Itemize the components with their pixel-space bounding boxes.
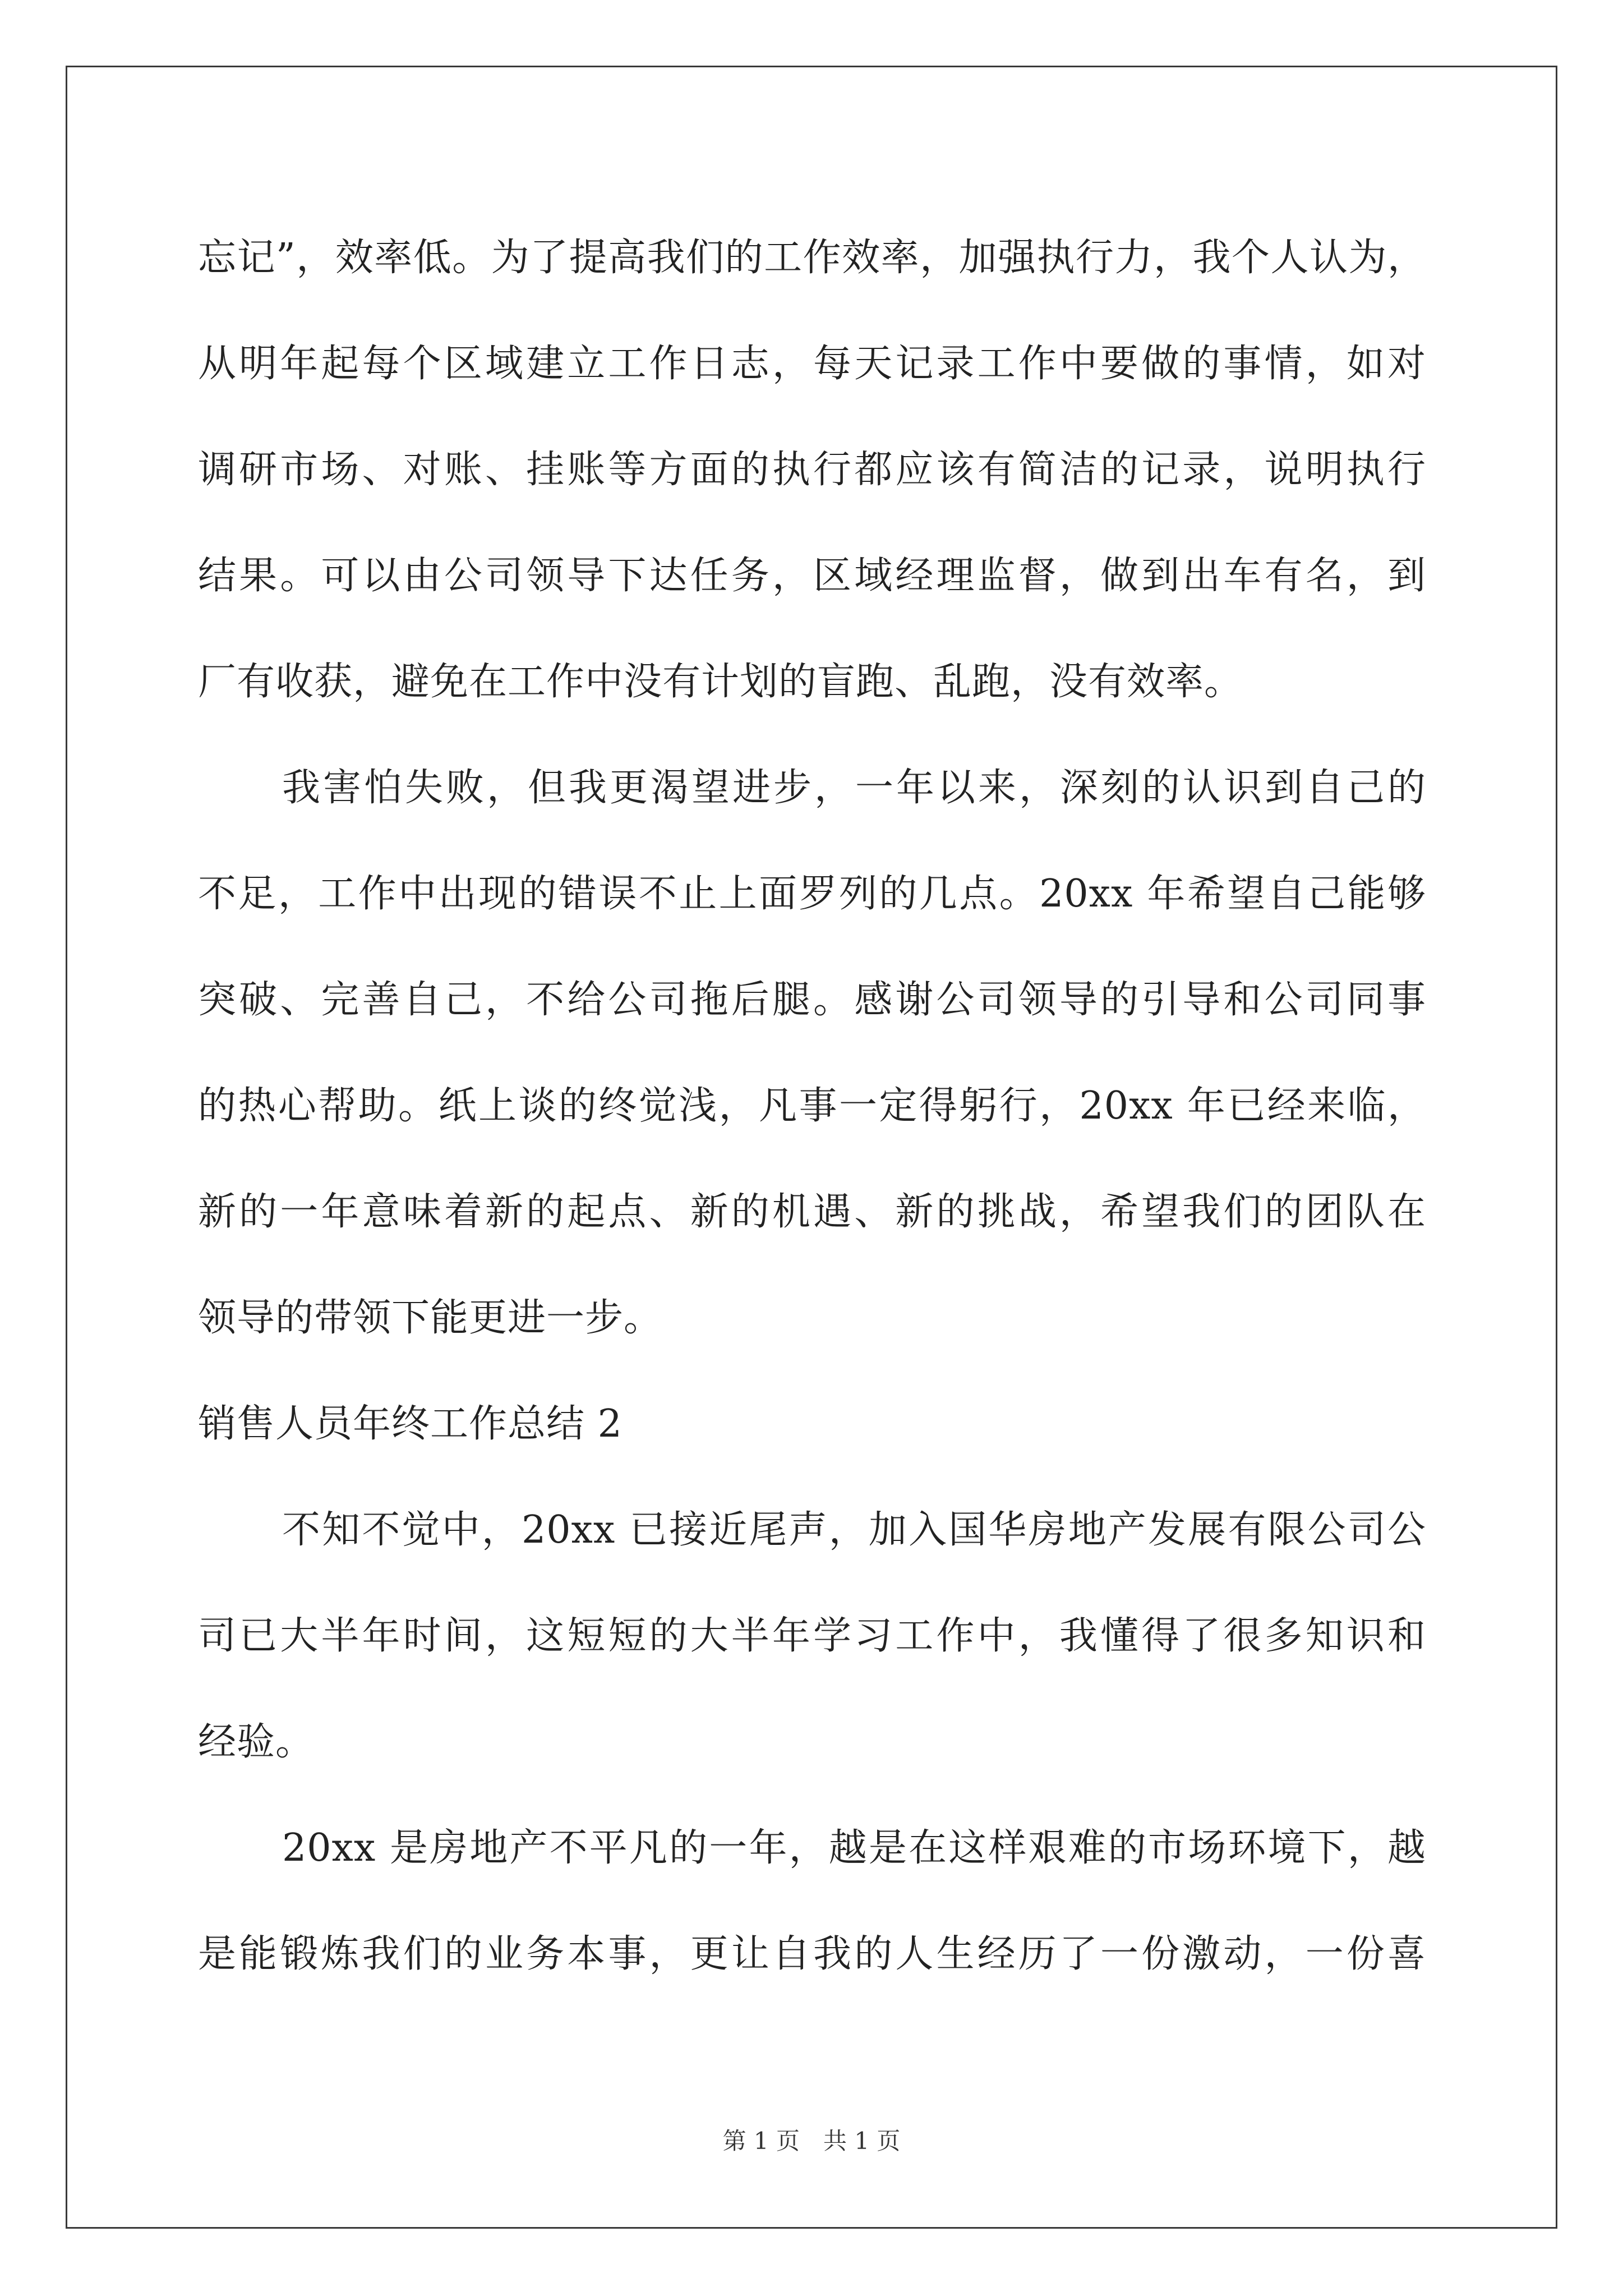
paragraph-line: 不足，工作中出现的错误不止上面罗列的几点。20xx 年希望自己能够 — [198, 872, 1426, 916]
paragraph-line: 20xx 是房地产不平凡的一年，越是在这样艰难的市场环境下，越 — [282, 1826, 1426, 1870]
page-footer: 第 1 页 共 1 页 — [722, 2127, 901, 2155]
paragraph-line: 的热心帮助。纸上谈的终觉浅，凡事一定得躬行，20xx 年已经来临， — [198, 1084, 1426, 1128]
paragraph-line: 新的一年意味着新的起点、新的机遇、新的挑战，希望我们的团队在 — [198, 1190, 1426, 1234]
paragraph-line: 结果。可以由公司领导下达任务，区域经理监督，做到出车有名，到 — [198, 554, 1426, 598]
section-heading: 销售人员年终工作总结 2 — [198, 1402, 623, 1446]
document-body — [198, 205, 1426, 2007]
paragraph-line: 突破、完善自己，不给公司拖后腿。感谢公司领导的引导和公司同事 — [198, 978, 1426, 1022]
paragraph-line: 经验。 — [198, 1720, 315, 1764]
paragraph-line: 调研市场、对账、挂账等方面的执行都应该有简洁的记录，说明执行 — [198, 448, 1426, 492]
paragraph-line: 从明年起每个区域建立工作日志，每天记录工作中要做的事情，如对 — [198, 342, 1426, 386]
paragraph-line: 是能锻炼我们的业务本事，更让自我的人生经历了一份激动，一份喜 — [198, 1932, 1426, 1976]
paragraph-line: 我害怕失败，但我更渴望进步，一年以来，深刻的认识到自己的 — [282, 766, 1426, 810]
paragraph-line: 忘记”，效率低。为了提高我们的工作效率，加强执行力，我个人认为， — [198, 236, 1426, 280]
paragraph-line: 司已大半年时间，这短短的大半年学习工作中，我懂得了很多知识和 — [198, 1614, 1426, 1658]
paragraph-line: 厂有收获，避免在工作中没有计划的盲跑、乱跑，没有效率。 — [198, 660, 1243, 704]
paragraph-line: 不知不觉中，20xx 已接近尾声，加入国华房地产发展有限公司公 — [282, 1508, 1426, 1552]
paragraph-line: 领导的带领下能更进一步。 — [198, 1296, 663, 1340]
